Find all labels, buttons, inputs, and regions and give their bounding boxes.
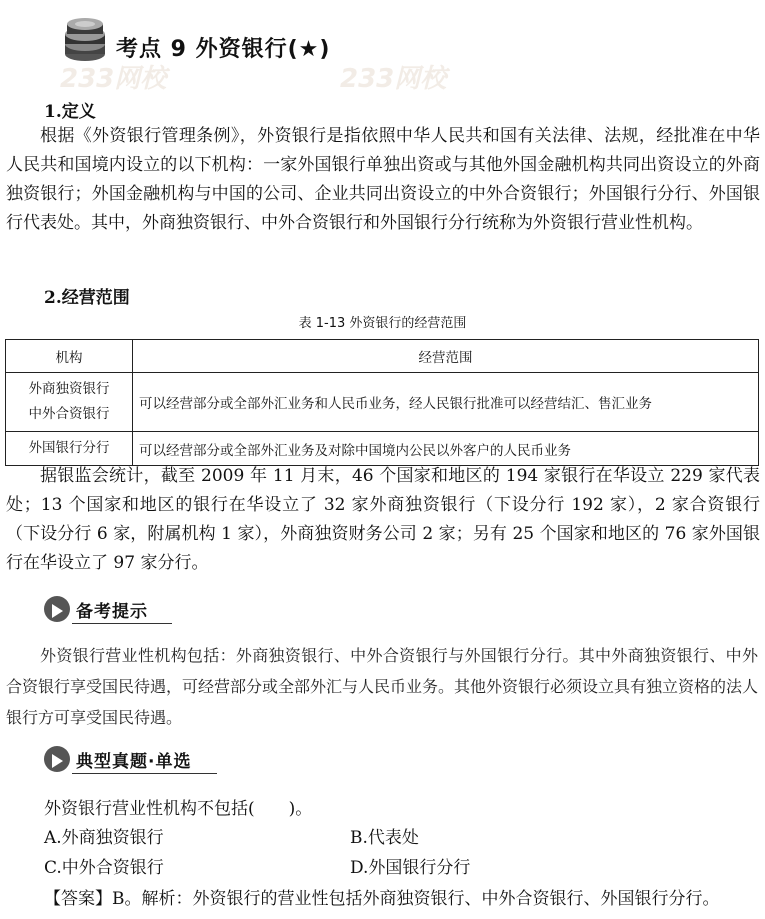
scope-cell: 可以经营部分或全部外汇业务和人民币业务，经人民银行批准可以经营结汇、售汇业务 — [133, 373, 759, 432]
table-row — [6, 432, 759, 466]
section-heading-scope: 2.经营范围 — [44, 288, 130, 308]
divider — [72, 773, 217, 774]
question-text: 外资银行营业性机构不包括( )。 — [44, 799, 313, 819]
answer-tag: 【答案】B。 — [44, 889, 142, 909]
arrow-badge-icon — [44, 596, 70, 622]
coin-stack-icon — [60, 8, 110, 64]
table-caption: 表 1-13 外资银行的经营范围 — [298, 316, 467, 331]
option-d: D.外国银行分行 — [350, 858, 471, 878]
tips-paragraph: 外资银行营业性机构包括：外商独资银行、中外合资银行与外国银行分行。其中外商独资银行、中外合资银行享受国民待遇，可经营部分或全部外汇与人民币业务。其他外资银行必须设立具有独立资格的法人银行方可享受国民待遇。 — [6, 646, 759, 727]
tips-label: 备考提示 — [76, 602, 148, 622]
table-header-row — [6, 340, 759, 373]
answer-line — [44, 884, 720, 909]
org-name: 中外合资银行 — [28, 406, 110, 422]
answer-explanation: 解析：外资银行的营业性包括外商独资银行、中外合资银行、外国银行分行。 — [141, 889, 720, 909]
option-a: A.外商独资银行 — [44, 828, 164, 848]
scope-cell: 可以经营部分或全部外汇业务及对除中国境内公民以外客户的人民币业务 — [133, 432, 759, 466]
option-c: C.中外合资银行 — [44, 858, 164, 878]
arrow-badge-icon — [44, 746, 70, 772]
topic-title: 考点 9 外资银行(★) — [116, 37, 331, 62]
statistics-paragraph: 据银监会统计，截至 2009 年 11 月末，46 个国家和地区的 194 家银行在华设立 229 家代表处；13 个国家和地区的银行在华设立了 32 家外商独资银行（下设分行 192 家），2 家合资银行（下设分行 6 家，附属机构 1 家），外商独资财务公司 2 家；另有 25 个国家和地区的 76 家外国银行在华设立了 97 家分行。 — [6, 466, 760, 573]
exam-banner — [44, 744, 224, 774]
org-name: 外商独资银行 — [28, 381, 110, 397]
table-row — [6, 373, 759, 432]
definition-paragraph: 根据《外资银行管理条例》，外资银行是指依照中华人民共和国有关法律、法规，经批准在中华人民共和国境内设立的以下机构：一家外国银行单独出资或与其他外国金融机构共同出资设立的外商独资银行；外国金融机构与中国的公司、企业共同出资设立的中外合资银行；外国银行分行、外国银行代表处。其中，外商独资银行、中外合资银行和外国银行分行统称为外资银行营业性机构。 — [6, 126, 760, 233]
header-scope: 经营范围 — [133, 340, 759, 373]
watermark-logo: 233网校 — [340, 64, 447, 94]
option-b: B.代表处 — [350, 828, 419, 848]
exam-label: 典型真题·单选 — [76, 752, 192, 772]
watermark-logo: 233网校 — [60, 64, 167, 94]
scope-table — [5, 339, 759, 466]
tips-banner — [44, 594, 174, 624]
divider — [72, 623, 172, 624]
org-name: 外国银行分行 — [28, 440, 110, 456]
org-cell — [6, 432, 133, 466]
section-heading-definition: 1.定义 — [44, 102, 96, 122]
header-org: 机构 — [6, 340, 133, 373]
org-cell — [6, 373, 133, 432]
